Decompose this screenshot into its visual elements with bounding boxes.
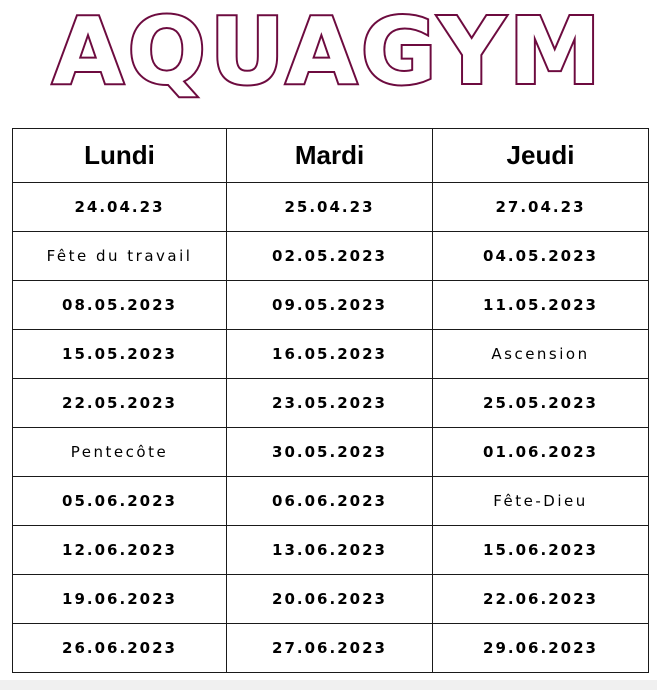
table-row [13, 526, 649, 575]
date-cell-mardi: 06.06.2023 [227, 477, 433, 526]
date-cell-mardi: 27.06.2023 [227, 624, 433, 673]
date-cell-jeudi: 29.06.2023 [433, 624, 649, 673]
table-row [13, 624, 649, 673]
date-cell-lundi: 26.06.2023 [13, 624, 227, 673]
page-title: AQUAGYM [52, 0, 605, 105]
date-cell-lundi: 19.06.2023 [13, 575, 227, 624]
holiday-cell-jeudi: Ascension [433, 330, 649, 379]
date-cell-mardi: 25.04.23 [227, 183, 433, 232]
date-cell-jeudi: 11.05.2023 [433, 281, 649, 330]
date-cell-mardi: 13.06.2023 [227, 526, 433, 575]
table-row [13, 379, 649, 428]
table-row [13, 428, 649, 477]
column-header-mardi: Mardi [227, 129, 433, 183]
holiday-cell-lundi: Fête du travail [13, 232, 227, 281]
table-row [13, 575, 649, 624]
date-cell-jeudi: 25.05.2023 [433, 379, 649, 428]
header-row [13, 129, 649, 183]
date-cell-jeudi: 15.06.2023 [433, 526, 649, 575]
date-cell-mardi: 20.06.2023 [227, 575, 433, 624]
table-row [13, 330, 649, 379]
date-cell-lundi: 08.05.2023 [13, 281, 227, 330]
date-cell-jeudi: 01.06.2023 [433, 428, 649, 477]
table-row [13, 281, 649, 330]
column-header-jeudi: Jeudi [433, 129, 649, 183]
date-cell-mardi: 09.05.2023 [227, 281, 433, 330]
date-cell-lundi: 12.06.2023 [13, 526, 227, 575]
table-row [13, 183, 649, 232]
table-row [13, 477, 649, 526]
date-cell-jeudi: 04.05.2023 [433, 232, 649, 281]
date-cell-lundi: 22.05.2023 [13, 379, 227, 428]
table-row [13, 232, 649, 281]
date-cell-lundi: 15.05.2023 [13, 330, 227, 379]
bottom-edge [0, 680, 657, 690]
holiday-cell-jeudi: Fête-Dieu [433, 477, 649, 526]
date-cell-jeudi: 22.06.2023 [433, 575, 649, 624]
date-cell-mardi: 23.05.2023 [227, 379, 433, 428]
date-cell-mardi: 02.05.2023 [227, 232, 433, 281]
date-cell-mardi: 30.05.2023 [227, 428, 433, 477]
column-header-lundi: Lundi [13, 129, 227, 183]
date-cell-lundi: 05.06.2023 [13, 477, 227, 526]
date-cell-mardi: 16.05.2023 [227, 330, 433, 379]
holiday-cell-lundi: Pentecôte [13, 428, 227, 477]
schedule-table [12, 128, 649, 673]
date-cell-lundi: 24.04.23 [13, 183, 227, 232]
schedule-body [13, 183, 649, 673]
date-cell-jeudi: 27.04.23 [433, 183, 649, 232]
